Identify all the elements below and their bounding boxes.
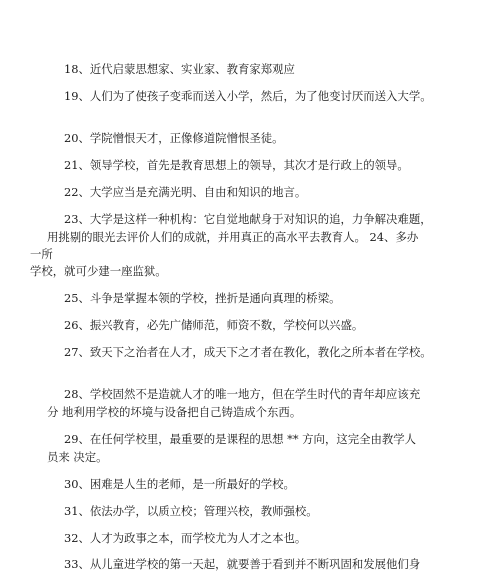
quote-23-line-1: 23、大学是这样一种机构：它自觉地献身于对知识的追，力争解决难题， [64, 212, 432, 226]
quote-23-line-2: 用挑剔的眼光去评价人们的成就，并用真正的高水平去教育人。 24、多办 [47, 230, 419, 244]
quote-18: 18、近代启蒙思想家、实业家、教育家郑观应 [64, 62, 295, 76]
quote-21: 21、领导学校，首先是教育思想上的领导，其次才是行政上的领导。 [64, 158, 409, 172]
quote-24-line-2: 学校，就可少建一座监狱。 [30, 264, 167, 278]
quote-22: 22、大学应当是充满光明、自由和知识的地言。 [64, 185, 307, 199]
quote-29-line-1: 29、在任何学校里，最重要的是课程的思想 ** 方向，这完全由教学人 [64, 432, 417, 446]
quote-19: 19、人们为了使孩子变乖而送入小学，然后，为了他变讨厌而送入大学。 [64, 89, 432, 103]
quote-25: 25、斗争是掌握本领的学校，挫折是通向真理的桥梁。 [64, 291, 341, 305]
quote-27: 27、致天下之治者在人才，成天下之才者在教化，教化之所本者在学校。 [64, 345, 432, 359]
quote-29-line-2: 员来 决定。 [47, 450, 108, 464]
quote-20: 20、学院憎恨天才，正像修道院憎恨圣徒。 [64, 131, 284, 145]
quote-28-line-1: 28、学校固然不是造就人才的唯一地方，但在学生时代的青年却应该充 [64, 387, 421, 401]
quote-26: 26、振兴教育，必先广储师范，师资不数，学校何以兴盛。 [64, 318, 364, 332]
quote-30: 30、困难是人生的老师，是一所最好的学校。 [64, 477, 295, 491]
quote-32: 32、人才为政事之本，而学校尤为人才之本也。 [64, 531, 307, 545]
quote-31: 31、依法办学，以质立校；管理兴校，教师强校。 [64, 504, 318, 518]
quote-24-line-1: 一所 [30, 247, 53, 261]
quote-28-line-2: 分 地利用学校的坏境与设备把自己铸造成个东西。 [47, 405, 302, 419]
quote-33: 33、从儿童进学校的第一天起，就要善于看到并不断巩固和发展他们身 [64, 557, 421, 571]
